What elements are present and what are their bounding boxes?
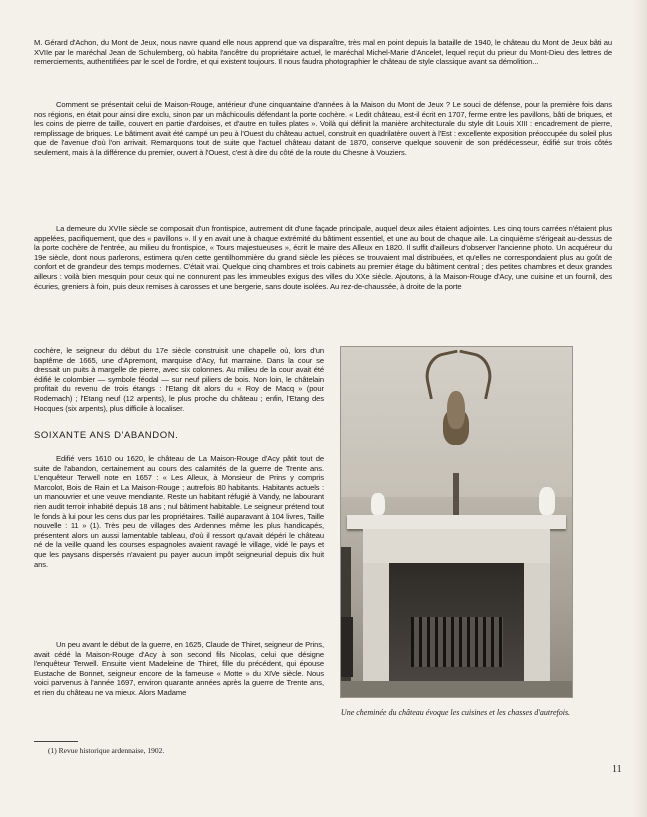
fireplace-photo [340,346,573,698]
page-edge [632,0,647,817]
photo-caption: Une cheminée du château évoque les cuisines et les chasses d'autrefois. [340,708,571,717]
paragraph-abandon: Edifié vers 1610 ou 1620, le château de La Maison-Rouge d'Acy pâtit tout de suite de l'abandon, certainement au cours des calamités de la guerre de Trente ans. L'enquêteur Terwell note en 1657 : « Les Alleux, à Monsieur de Prins y compris Marcolot, Bois de Rain et La Maison-Rouge ; autrefois 80 habitants. Habitants actuels : un manouvrier et une veuve mendiante. Reste un habitant réfugié à Vandy, ne labourant rien audit terroir inhabité depuis 18 ans ; nul bâtiment habitable. Le seigneur prétend tout le fonds à lui pour les cens dus par les propriétaires. Taillé auparavant à 104 livres, Taille nouvelle : 11 » (1). Très peu de villages des Ardennes même les plus handicapés, présentent alors un aussi lamentable tableau, d'où il ressort qu'avait dépéri le château né de la veille quand les courses espagnoles avaient ravagé le village, vidé le pays et que les paysans dispersés n'avaient pu payer aucun impôt seigneurial depuis dix huit ans. [34,454,324,569]
footnote: (1) Revue historique ardennaise, 1902. [48,746,165,755]
fire-grate-icon [411,617,503,667]
section-heading: SOIXANTE ANS D'ABANDON. [34,430,179,441]
paragraph-thiret: Un peu avant le début de la guerre, en 1625, Claude de Thiret, seigneur de Prins, avait cédé la Maison-Rouge d'Acy à son second fils Nicolas, celui que désigne l'enquêteur Terwell. Ensuite vient Madeleine de Thiret, fille du précédent, qui épouse Eustache de Bonnet, seigneur encore de la fameuse « Motte » du XIVe siècle. Nous voici parvenus à l'année 1697, environ quarante années après la guerre de Trente ans, et rien du château ne va mieux. Alors Madame [34,640,324,697]
paragraph-chapelle-etangs: cochère, le seigneur du début du 17e siècle construisit une chapelle où, lors d'un baptême de 1665, une d'Apremont, marquise d'Acy, fut marraine. Dans la cour se dressait un puits à margelle de pierre, avec six colonnes. Au milieu de la cour avait été édifié le colombier — symbole féodal — sur neuf piliers de bois. Non loin, le châtelain profitait du revenu de trois étangs : l'Etang dit alors du « Roy de Macq » (pour Rodemach) ; l'Etang neuf (12 arpents), le plus proche du château ; enfin, l'Etang des Hocques (six arpents), plus difficile à localiser. [34,346,324,413]
paragraph-maison-rouge-description: Comment se présentait celui de Maison-Rouge, antérieur d'une cinquantaine d'années à la Maison du Mont de Jeux ? Le souci de défense, pour la première fois dans nos régions, en était pour ainsi dire exclu, sinon par un mâchicoulis défendant la porte cochère. « Ledit château, est-il écrit en 1707, ferme entre les pavillons, bâti de briques, et les coins de pierre de taille, couvert en partie d'ardoises, et d'autre en tuiles plates ». Voilà qui définit la manière architecturale du style dit Louis XIII : encadrement de pierre, remplissage de briques. Le bâtiment avait été campé un peu à l'Ouest du château actuel, construit en quadrilatère ouvert à l'Est : excellente exposition préoccupée du soleil plus que de l'avenue d'où l'on arrivait. Remarquons tout de suite que l'actuel château datant de 1870, conserve quelque souvenir de son prédécesseur, édifié sur trois côtés seulement, mais à la différence du premier, ouvert à l'Ouest, c'est à dire du côté de la route du Chesne à Vouziers. [34,100,612,157]
jug-icon [371,493,385,515]
page-number: 11 [612,764,622,775]
stag-head-icon [447,391,465,429]
footnote-divider [34,741,78,742]
paragraph-demeure-xviie: La demeure du XVIIe siècle se composait d'un frontispice, autrement dit d'une façade principale, auquel deux ailes étaient adjointes. Les cinq tours carrées n'étaient plus appelées, pacifiquement, que des « pavillons ». Il y en avait une à chaque extrémité du bâtiment essentiel, et une au bout de chaque aile. La cinquième s'érigeait au-dessus de la porte cochère de l'entrée, au milieu du frontispice, « Tours majestueuses », écrit le maire des Alleux en 1820. Il suffit d'ailleurs d'observer l'ancienne photo. Un acquéreur du 19e siècle, dont nous parlerons, estimera qu'en cette gentilhommière du grand siècle les pièces se trouvaient mal distribuées, et qu'elles ne correspondaient plus au goût de confort et de grandeur des temps modernes. C'était vrai. Quelque cinq chambres et trois cabinets au premier étage du bâtiment central ; des petites chambres et deux grandes ailleurs : voilà bien mesquin pour ceux qui ne connurent pas les immeubles exigus des villes du XXe siècle. Ajoutons, à la Maison-Rouge d'Acy, une cuisine et un fournil, des écuries, greniers à foin, puis deux remises à carosses et une bergerie, sans doute isolées. Au rez-de-chaussée, à droite de la porte [34,224,612,291]
jug-icon [539,487,555,515]
paragraph-mont-de-jeux: M. Gérard d'Achon, du Mont de Jeux, nous navre quand elle nous apprend que va disparaître, très mal en point depuis la bataille de 1940, le château du Mont de Jeux bâti au XVIIe par le maréchal Jean de Schulemberg, où habita l'ancêtre du propriétaire actuel, le maréchal Michel-Marie d'Ancelet, lequel reçut du prieur du Mont-Dieu des lettres de remerciements, authentifiées par le scel de l'ordre, et qui existent toujours. Il nous faudra photographier le château de style classique avant sa démolition... [34,38,612,67]
